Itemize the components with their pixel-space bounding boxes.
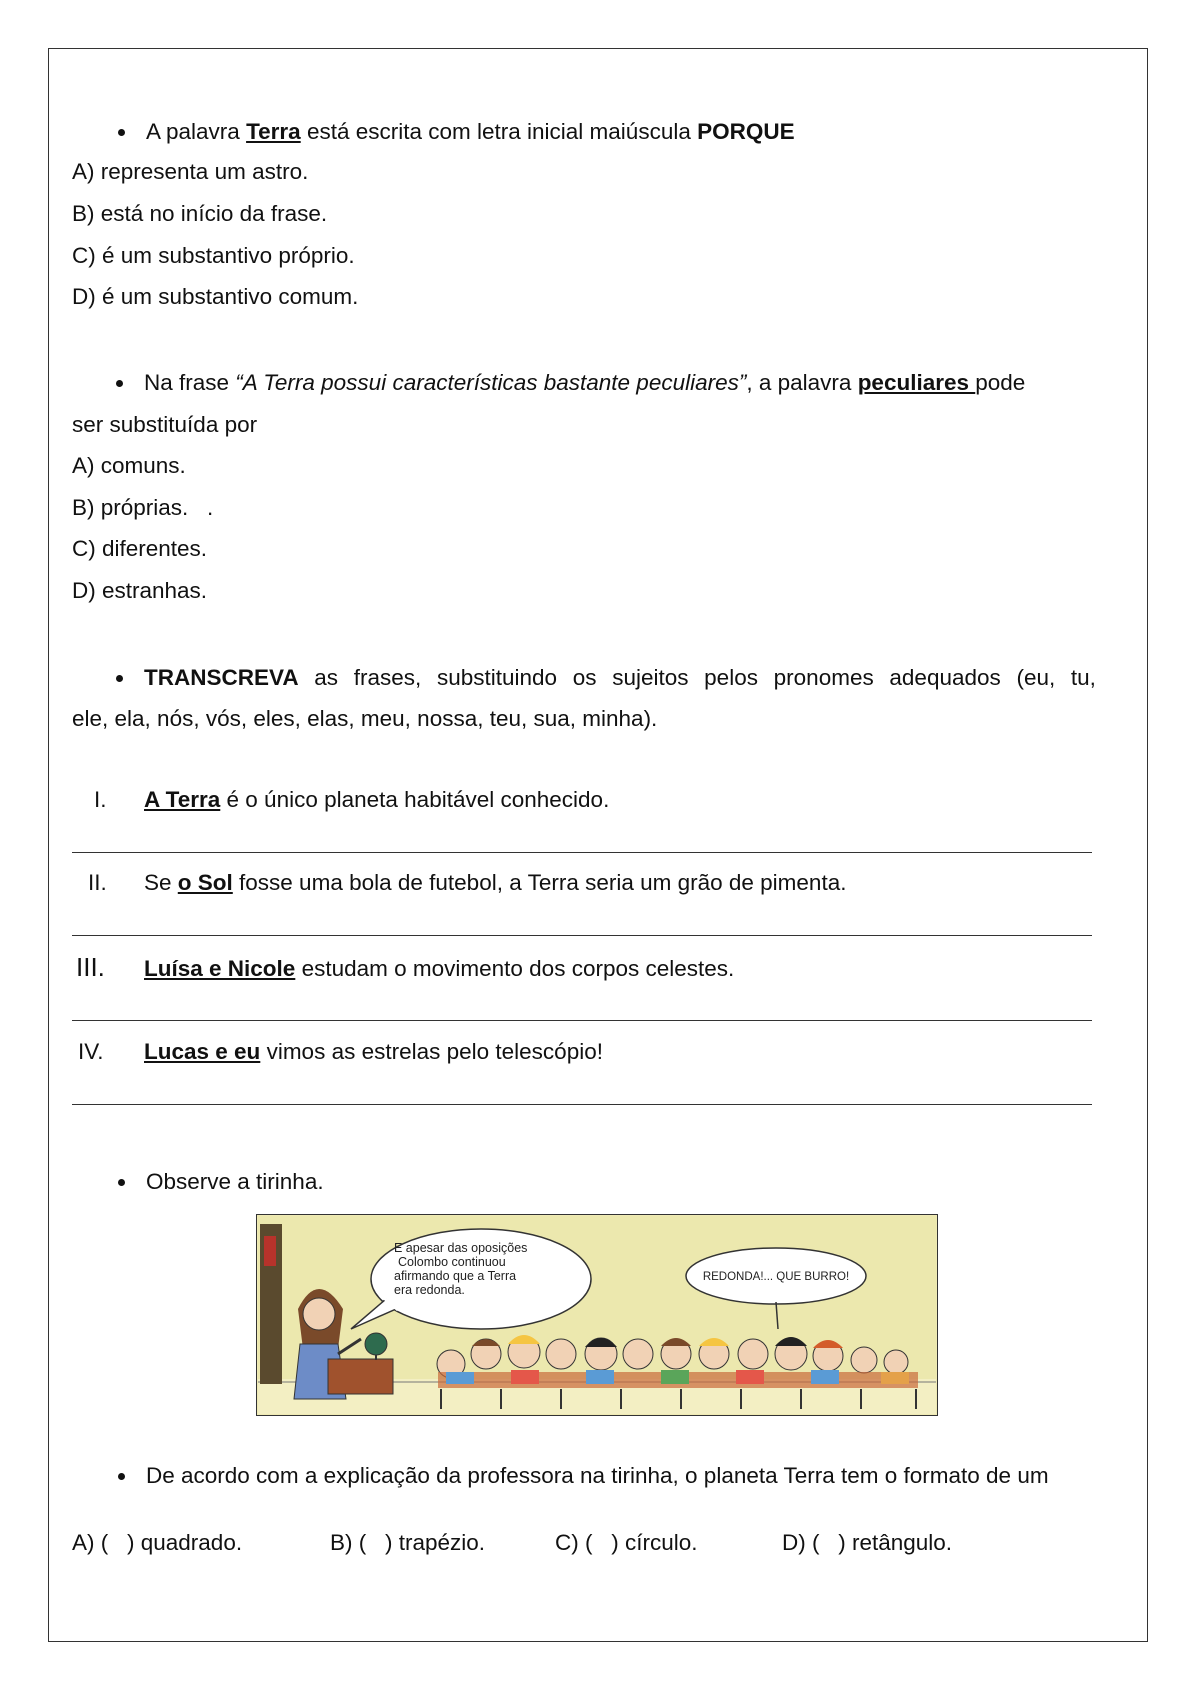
bubble-line-1: E apesar das oposições xyxy=(394,1241,528,1255)
question-3 xyxy=(144,664,1096,692)
item-number: III. xyxy=(76,952,105,982)
q2-option-c: C) diferentes. xyxy=(72,536,208,561)
q2-option-a: A) comuns. xyxy=(72,453,186,478)
item-subject: Luísa e Nicole xyxy=(144,956,296,981)
item-number: IV. xyxy=(78,1039,104,1064)
item-subject: A Terra xyxy=(144,787,221,812)
q3-word: as xyxy=(314,665,339,690)
item-sentence xyxy=(144,955,734,983)
bubble-line-3: afirmando que a Terra xyxy=(394,1269,517,1283)
q1-bold: PORQUE xyxy=(697,119,795,144)
item-sentence xyxy=(144,1038,603,1066)
q1-word: Terra xyxy=(246,119,301,144)
q5-option-b[interactable]: B) ( ) trapézio. xyxy=(330,1530,486,1555)
q1-text: A palavra xyxy=(146,119,247,144)
item-text: fosse uma bola de futebol, a Terra seria um grão de pimenta. xyxy=(232,870,847,895)
question-1 xyxy=(146,118,795,146)
q1-option-b: B) está no início da frase. xyxy=(72,201,328,226)
q2-word: peculiares xyxy=(857,370,976,395)
bubble-line-2: Colombo continuou xyxy=(398,1255,506,1269)
q3-word: (eu, xyxy=(1016,665,1056,690)
q3-word: sujeitos xyxy=(612,665,689,690)
q3-word: os xyxy=(572,665,597,690)
answer-line[interactable] xyxy=(72,852,1092,853)
question-5: De acordo com a explicação da professora na tirinha, o planeta Terra tem o formato de um xyxy=(146,1463,1049,1488)
q5-option-d[interactable]: D) ( ) retângulo. xyxy=(782,1530,953,1555)
item-number: I. xyxy=(94,787,107,812)
q2-text-end: pode xyxy=(975,370,1026,395)
q5-option-a[interactable]: A) ( ) quadrado. xyxy=(72,1530,243,1555)
q3-line2: ele, ela, nós, vós, eles, elas, meu, nossa, teu, sua, minha). xyxy=(72,706,658,731)
item-text: vimos as estrelas pelo telescópio! xyxy=(260,1039,603,1064)
q1-option-a: A) representa um astro. xyxy=(72,159,309,184)
q1-text-mid: está escrita com letra inicial maiúscula xyxy=(300,119,698,144)
bubble-2-text: REDONDA!... QUE BURRO! xyxy=(702,1271,850,1283)
q2-text: Na frase xyxy=(144,370,236,395)
item-sentence xyxy=(144,869,846,897)
item-text: estudam o movimento dos corpos celestes. xyxy=(295,956,735,981)
q3-word: tu, xyxy=(1070,665,1096,690)
comic-strip xyxy=(256,1214,938,1416)
item-text: Se xyxy=(144,870,178,895)
q2-line2: ser substituída por xyxy=(72,412,258,437)
answer-line[interactable] xyxy=(72,1104,1092,1105)
answer-line[interactable] xyxy=(72,935,1092,936)
q2-option-b: B) próprias. . xyxy=(72,495,214,520)
q5-option-c[interactable]: C) ( ) círculo. xyxy=(555,1530,698,1555)
question-4: Observe a tirinha. xyxy=(146,1169,324,1194)
q1-option-c: C) é um substantivo próprio. xyxy=(72,243,355,268)
question-2 xyxy=(144,369,1025,397)
q1-option-d: D) é um substantivo comum. xyxy=(72,284,359,309)
q2-option-d: D) estranhas. xyxy=(72,578,208,603)
q3-word: adequados xyxy=(889,665,1001,690)
q3-bold: TRANSCREVA xyxy=(144,665,299,690)
answer-line[interactable] xyxy=(72,1020,1092,1021)
item-subject: Lucas e eu xyxy=(144,1039,261,1064)
q3-word: pronomes xyxy=(773,665,874,690)
q2-text-mid: , a palavra xyxy=(746,370,858,395)
q2-quote: “A Terra possui características bastante peculiares” xyxy=(235,370,747,395)
q3-word: substituindo xyxy=(436,665,558,690)
item-text: é o único planeta habitável conhecido. xyxy=(220,787,610,812)
q3-word: frases, xyxy=(353,665,422,690)
q3-word: pelos xyxy=(704,665,758,690)
item-number: II. xyxy=(88,870,107,895)
item-subject: o Sol xyxy=(177,870,233,895)
bubble-line-4: era redonda. xyxy=(394,1283,465,1297)
item-sentence xyxy=(144,786,609,814)
